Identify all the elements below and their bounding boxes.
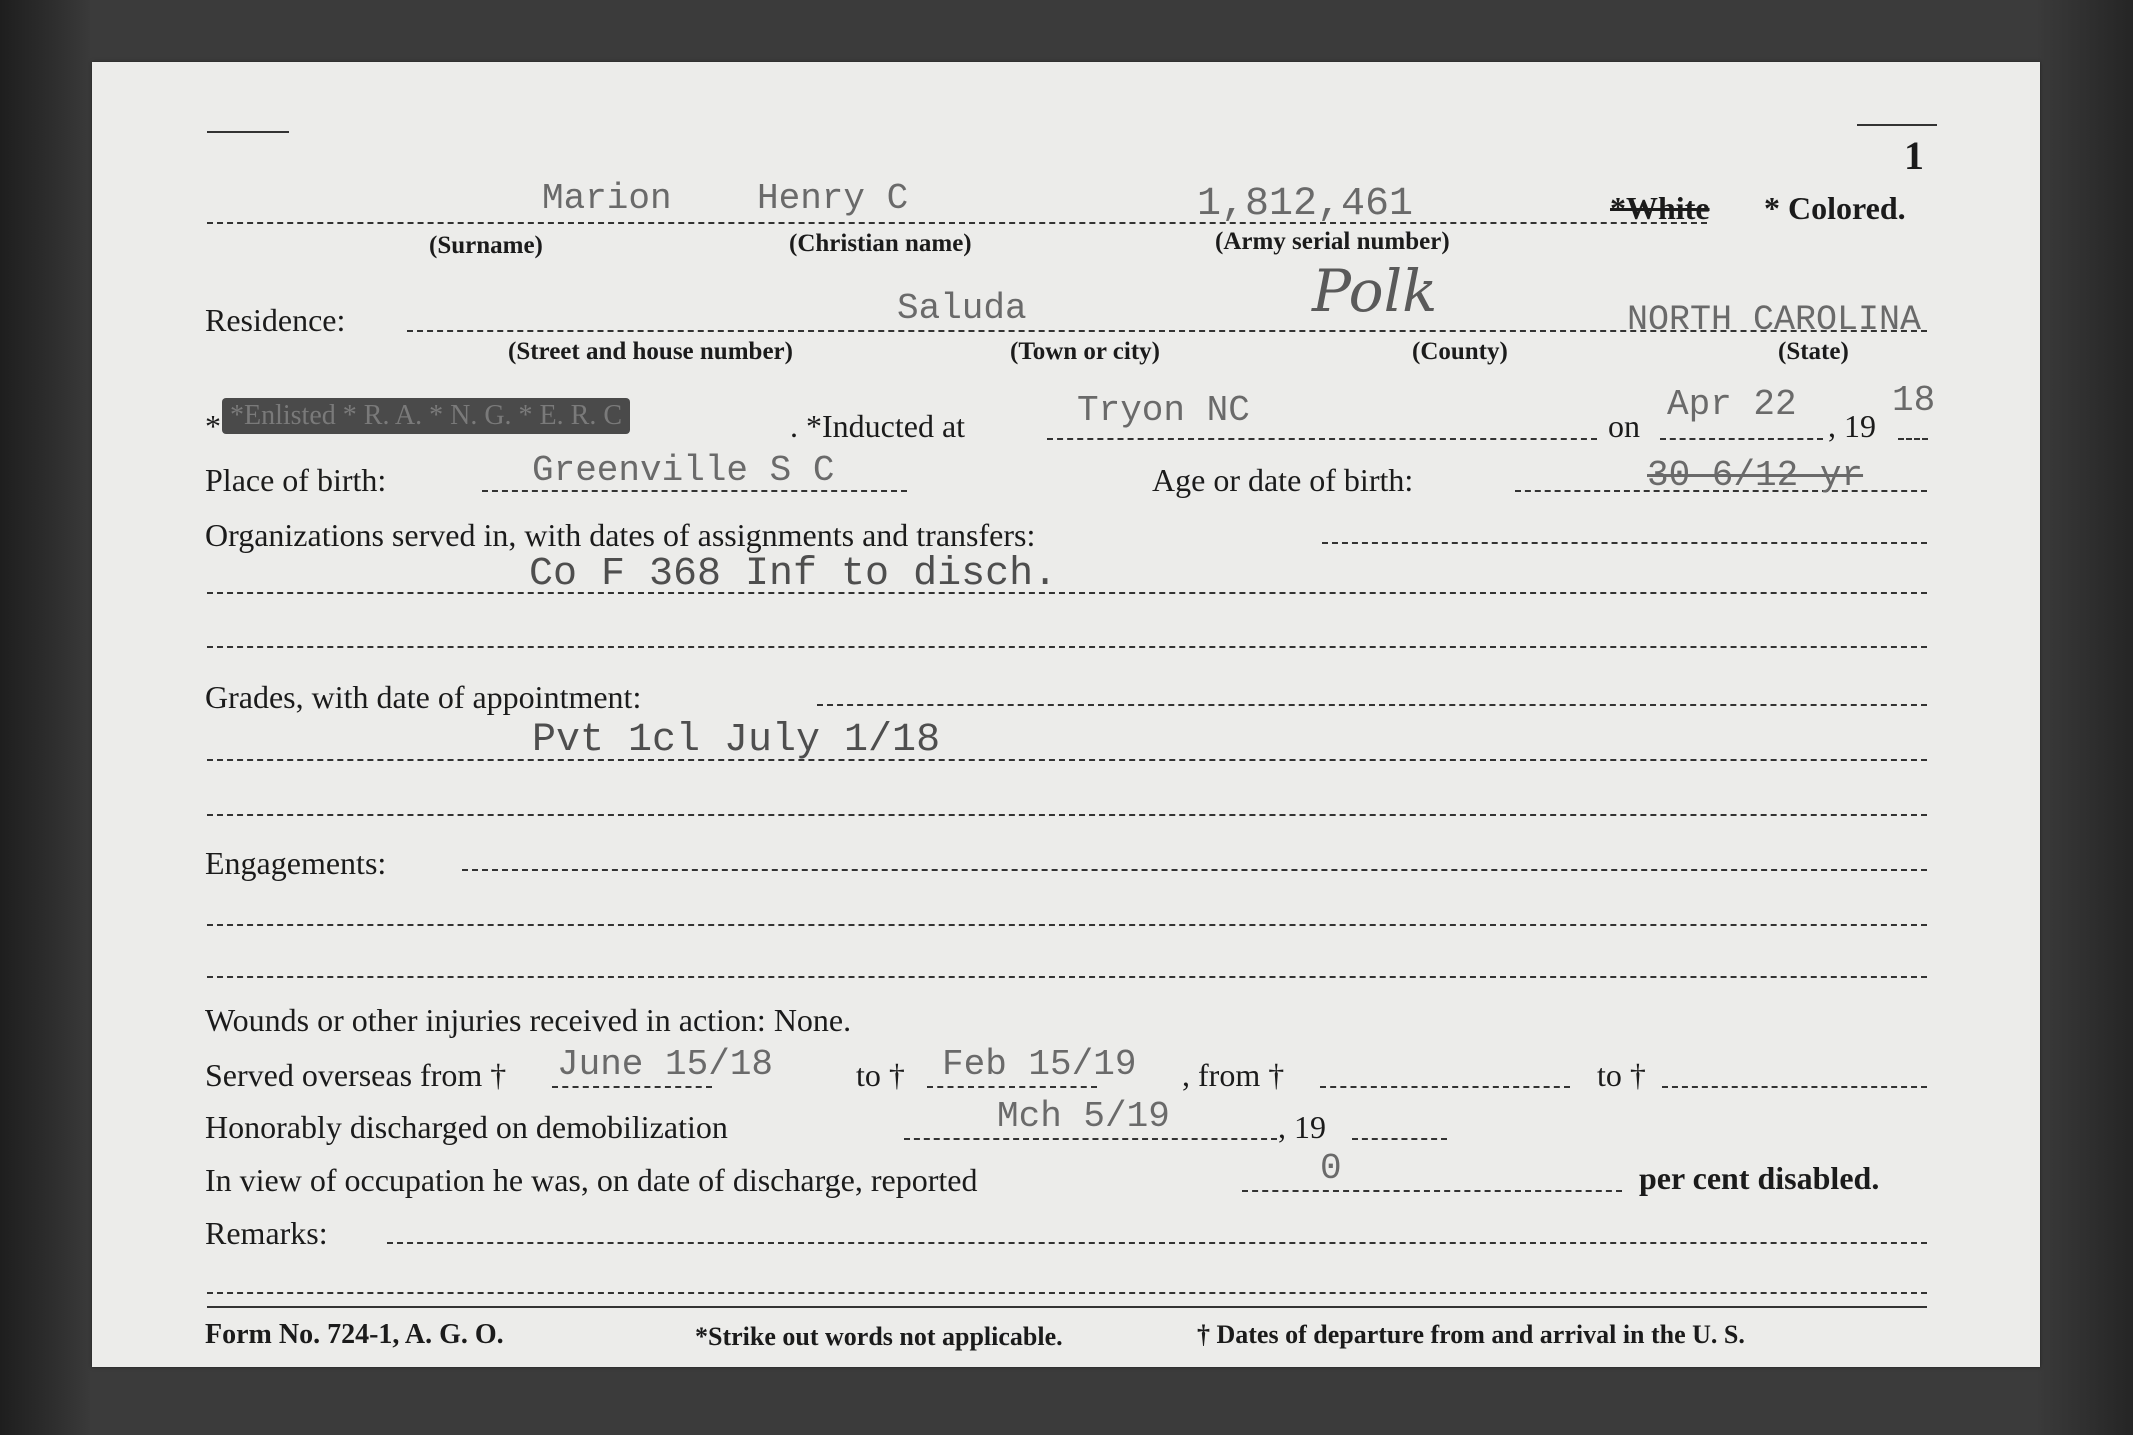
- surname-value: Marion: [542, 178, 672, 219]
- inducted-place-value: Tryon NC: [1077, 390, 1250, 431]
- overseas-from-label-2: , from †: [1182, 1057, 1285, 1093]
- residence-state-value: NORTH CAROLINA: [1627, 300, 1922, 340]
- grades-line-3: [207, 814, 1927, 816]
- residence-county-value: Polk: [1312, 257, 1438, 325]
- card-number: 1: [1904, 133, 1924, 178]
- town-caption: (Town or city): [1010, 338, 1160, 365]
- race-white: *White: [1610, 190, 1710, 226]
- discharge-year-label: , 19: [1278, 1109, 1326, 1145]
- top-left-rule: [207, 131, 289, 133]
- year-line: [1898, 438, 1928, 440]
- discharge-label: Honorably discharged on demobilization: [205, 1109, 728, 1145]
- engagements-line-2: [207, 924, 1927, 926]
- serial-number-value: 1,812,461: [1197, 182, 1414, 227]
- place-of-birth-label: Place of birth:: [205, 462, 387, 498]
- grades-line-1: [817, 704, 1927, 706]
- disability-suffix: per cent disabled.: [1639, 1160, 1880, 1196]
- wounds-text: Wounds or other injuries received in action: None.: [205, 1002, 852, 1038]
- residence-label: Residence:: [205, 302, 346, 338]
- organizations-value: Co F 368 Inf to disch.: [529, 552, 1058, 597]
- overseas-to-line-2: [1662, 1086, 1927, 1088]
- serial-number-caption: (Army serial number): [1215, 228, 1450, 255]
- discharge-line: [904, 1138, 1277, 1140]
- christian-name-caption: (Christian name): [789, 230, 972, 257]
- age-value: 30 6/12 yr: [1647, 455, 1864, 496]
- race-colored: * Colored.: [1764, 190, 1906, 226]
- inducted-line: [1047, 438, 1597, 440]
- remarks-label: Remarks:: [205, 1215, 328, 1251]
- year-prefix: , 19: [1828, 408, 1876, 444]
- overseas-to-label: to †: [856, 1057, 905, 1093]
- county-caption: (County): [1412, 338, 1508, 365]
- organizations-line-1: [1322, 542, 1927, 544]
- disability-line: [1242, 1190, 1622, 1192]
- scan-background-left: [0, 0, 90, 1435]
- top-right-rule: [1857, 124, 1937, 126]
- inducted-year-value: 18: [1892, 380, 1936, 421]
- organizations-label: Organizations served in, with dates of assignments and transfers:: [205, 517, 1036, 553]
- grades-value: Pvt 1cl July 1/18: [532, 718, 941, 763]
- disability-label: In view of occupation he was, on date of discharge, reported: [205, 1162, 978, 1198]
- date-line: [1660, 438, 1823, 440]
- footer-rule: [207, 1306, 1927, 1308]
- state-caption: (State): [1778, 338, 1849, 365]
- asterisk-mark: *: [205, 408, 221, 444]
- overseas-from-line: [552, 1086, 712, 1088]
- overseas-to-line: [927, 1086, 1097, 1088]
- overseas-label: Served overseas from †: [205, 1057, 507, 1093]
- inducted-label: . *Inducted at: [790, 408, 966, 444]
- discharge-year-line: [1352, 1138, 1447, 1140]
- inducted-date-value: Apr 22: [1667, 384, 1797, 425]
- grades-line-2: [207, 759, 1927, 761]
- remarks-line-2: [207, 1292, 1927, 1294]
- christian-name-value: Henry C: [757, 178, 909, 219]
- street-caption: (Street and house number): [508, 338, 793, 365]
- scan-background-right: [2038, 0, 2133, 1435]
- residence-town-value: Saluda: [897, 288, 1027, 329]
- organizations-line-3: [207, 646, 1927, 648]
- form-number: Form No. 724-1, A. G. O.: [205, 1319, 504, 1350]
- surname-caption: (Surname): [429, 232, 543, 259]
- engagements-line-3: [207, 976, 1927, 978]
- service-record-card: [92, 62, 2040, 1367]
- overseas-from-line-2: [1320, 1086, 1570, 1088]
- grades-label: Grades, with date of appointment:: [205, 679, 642, 715]
- overseas-from-value: June 15/18: [557, 1044, 774, 1085]
- remarks-line-1: [387, 1242, 1927, 1244]
- overseas-to-label-2: to †: [1597, 1057, 1646, 1093]
- age-label: Age or date of birth:: [1152, 462, 1414, 498]
- place-of-birth-value: Greenville S C: [532, 450, 835, 491]
- on-label: on: [1608, 408, 1640, 444]
- redacted-enlistment-options: *Enlisted * R. A. * N. G. * E. R. C: [222, 398, 630, 434]
- engagements-line-1: [462, 869, 1927, 871]
- discharge-date-value: Mch 5/19: [997, 1096, 1170, 1137]
- overseas-to-value: Feb 15/19: [942, 1044, 1137, 1085]
- engagements-label: Engagements:: [205, 845, 387, 881]
- organizations-line-2: [207, 592, 1927, 594]
- name-line: [207, 222, 1707, 224]
- disability-value: 0: [1320, 1148, 1342, 1189]
- strike-note: *Strike out words not applicable.: [695, 1322, 1063, 1351]
- dates-note: † Dates of departure from and arrival in the U. S.: [1197, 1320, 1745, 1349]
